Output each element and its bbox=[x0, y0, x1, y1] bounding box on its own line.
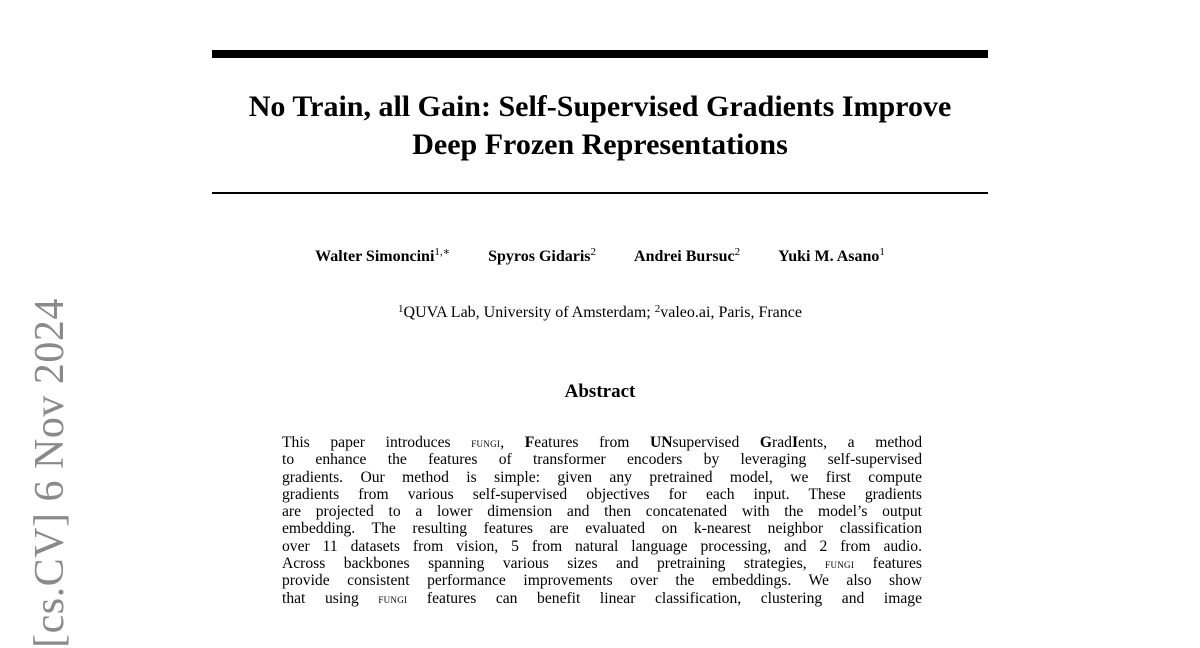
method-name-fungi: fungi bbox=[825, 556, 855, 572]
author-affiliation-mark: 1,∗ bbox=[434, 246, 451, 258]
abstract-line-10 bbox=[282, 590, 922, 607]
author-affiliation-mark: 2 bbox=[590, 246, 597, 258]
abstract-line-6: embedding. The resulting features are evaluated on k-nearest neighbor classification bbox=[282, 520, 922, 538]
abstract-text: rad bbox=[772, 434, 792, 451]
author-name: Spyros Gidaris bbox=[488, 248, 591, 265]
paper-title-line-2: Deep Frozen Representations bbox=[412, 128, 788, 161]
acronym-letter: UN bbox=[650, 434, 673, 451]
abstract-text: features bbox=[854, 555, 922, 573]
abstract-line-5: are projected to a lower dimension and then concatenated with the model’s output bbox=[282, 503, 922, 521]
acronym-letter: F bbox=[524, 434, 535, 451]
abstract-line-7: over 11 datasets from vision, 5 from natural language processing, and 2 from audio. bbox=[282, 537, 922, 555]
abstract-text: , bbox=[500, 434, 525, 451]
arxiv-stamp-text: [cs.CV] 6 Nov 2024 bbox=[27, 298, 74, 648]
abstract-line-8 bbox=[282, 555, 922, 572]
affiliation-mark-1: 1 bbox=[398, 303, 404, 315]
title-top-rule bbox=[212, 50, 988, 58]
author-2 bbox=[488, 248, 596, 266]
abstract-text: Across backbones spanning various sizes and pretraining strategies, bbox=[282, 555, 826, 573]
abstract-text: ents, a method bbox=[798, 434, 922, 451]
author-1 bbox=[315, 248, 450, 266]
abstract-text: features can benefit linear classification, clustering and image bbox=[407, 589, 922, 607]
abstract-line-1 bbox=[282, 434, 922, 451]
author-affiliation-mark: 2 bbox=[734, 246, 741, 258]
method-name-fungi: fungi bbox=[471, 435, 501, 450]
author-affiliation-mark: 1 bbox=[879, 246, 885, 258]
affiliations bbox=[200, 304, 1000, 322]
author-name: Walter Simoncini bbox=[315, 248, 435, 265]
author-3 bbox=[634, 248, 740, 266]
author-4 bbox=[778, 248, 885, 266]
affiliation-2: valeo.ai, Paris, France bbox=[660, 304, 802, 321]
affiliation-mark-2: 2 bbox=[654, 303, 661, 315]
abstract-line-9: provide consistent performance improvements over the embeddings. We also show bbox=[282, 572, 922, 590]
paper-title-line-1: No Train, all Gain: Self-Supervised Gradients Improve bbox=[248, 90, 952, 123]
abstract-line-2: to enhance the features of transformer encoders by leveraging self-supervised bbox=[282, 451, 922, 469]
acronym-letter: I bbox=[791, 434, 799, 451]
method-name-fungi: fungi bbox=[378, 590, 408, 606]
abstract-line-4: gradients from various self-supervised objectives for each input. These gradients bbox=[282, 485, 922, 503]
abstract-text: supervised bbox=[672, 434, 760, 451]
abstract-text: This paper introduces bbox=[282, 434, 472, 451]
acronym-letter: G bbox=[759, 434, 773, 451]
abstract-line-3: gradients. Our method is simple: given any pretrained model, we first compute bbox=[282, 468, 922, 486]
author-name: Yuki M. Asano bbox=[778, 248, 880, 265]
abstract-body bbox=[282, 434, 922, 607]
title-bottom-rule bbox=[212, 192, 988, 194]
abstract-text: eatures from bbox=[534, 434, 651, 451]
affiliation-1: QUVA Lab, University of Amsterdam; bbox=[403, 304, 655, 321]
abstract-heading: Abstract bbox=[564, 381, 636, 402]
arxiv-identifier-stamp bbox=[26, 298, 74, 648]
author-name: Andrei Bursuc bbox=[634, 248, 735, 265]
paper-title bbox=[200, 88, 1000, 164]
author-list bbox=[200, 248, 1000, 266]
abstract-text: that using bbox=[282, 589, 379, 607]
